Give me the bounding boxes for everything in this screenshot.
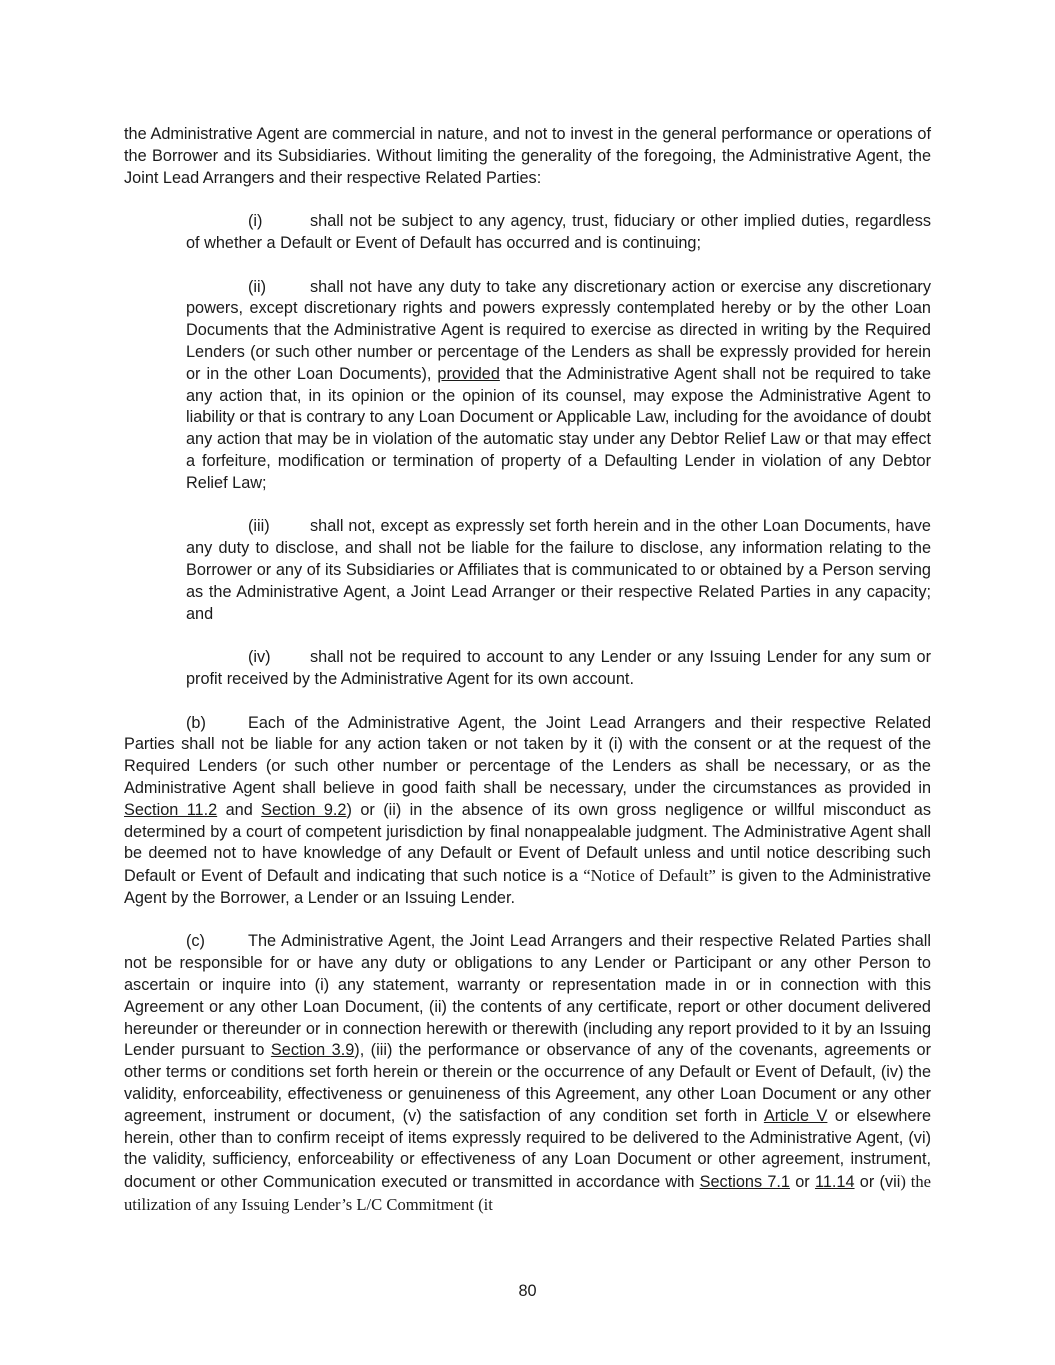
- paragraph-b-text-b: ) or (ii) in the absence of its own gross negligence or willful misconduct as determined by a court of competent jurisdiction by final nonappealable judgment. The Administrative Agent shall be deemed not to have knowledge of any Default or Event of Default unless and until notice describing such Default or Event of Default and indicating that such notice is a: [124, 800, 931, 886]
- clause-i: [186, 211, 931, 255]
- paragraph-c-text-a: The Administrative Agent, the Joint Lead Arrangers and their respective Related Parties shall not be responsible for or have any duty or obligations to any Lender or Participant or any other Person to ascertain or inquire into (i) any statement, warranty or representation made in or in connection with this Agreement or any other Loan Document, (ii) the contents of any certificate, report or other document delivered hereunder or thereunder or in connection herewith or therewith (including any report provided to it by an Issuing Lender pursuant to: [124, 932, 931, 1060]
- page-number: 80: [518, 1282, 537, 1300]
- paragraph-b-text-c: is given to the Administrative Agent by the Borrower, a Lender or an Issuing Lender.: [124, 867, 932, 907]
- paragraph-c-text-e: ) the utilization of any Issuing Lender’s L/C Commitment (it: [124, 1172, 932, 1215]
- paragraph-c-number: (c): [186, 932, 205, 951]
- clause-ii: [186, 277, 931, 495]
- clause-iii-text: shall not, except as expressly set forth herein and in the other Loan Documents, have any duty to disclose, and shall not be liable for the failure to disclose, any information relating to the Borrower or any of its Subsidiaries or Affiliates that is communicated to or obtained by a Person serving as the Administrative Agent, a Joint Lead Arranger or their respective Related Parties in any capacity; and: [186, 517, 931, 623]
- paragraph-b-text-a: Each of the Administrative Agent, the Joint Lead Arrangers and their respective Related Parties shall not be liable for any action taken or not taken by it (i) with the consent or at the request of the Required Lenders (or such other number or percentage of the Lenders as shall be necessary, or as the Administrative Agent shall believe in good faith shall be necessary, under the circumstances as provided in: [124, 713, 931, 797]
- notice-of-default-quote: “Notice of Default”: [583, 866, 716, 886]
- paragraph-b-number: (b): [186, 713, 206, 732]
- section-11-2-link[interactable]: Section 11.2: [124, 800, 218, 819]
- document-page: [124, 124, 931, 1217]
- paragraph-c-or: or: [789, 1173, 815, 1192]
- clause-i-number: (i): [248, 212, 263, 231]
- paragraph-c-text-c: or elsewhere herein, other than to confirm receipt of items expressly required to be delivered to the Administrative Agent, (vi) the validity, sufficiency, enforceability or effectiveness of any Loan Document or other agreement, instrument, document or other Communication executed or transmitted in accordance with: [124, 1106, 931, 1192]
- intro-paragraph: the Administrative Agent are commercial in nature, and not to invest in the general performance or operations of the Borrower and its Subsidiaries. Without limiting the generality of the foregoing, the Administrative Agent, the Joint Lead Arrangers and their respective Related Parties:: [124, 125, 931, 187]
- section-3-9-link[interactable]: Section 3.9: [270, 1041, 355, 1060]
- paragraph-b: [124, 713, 931, 910]
- clause-iv-number: (iv): [248, 648, 271, 667]
- clause-iv-text: shall not be required to account to any Lender or any Issuing Lender for any sum or profit received by the Administrative Agent for its own account.: [186, 648, 931, 688]
- paragraph-c: [124, 931, 931, 1216]
- clause-iii-number: (iii): [248, 517, 270, 536]
- clause-ii-number: (ii): [248, 277, 267, 296]
- article-v-link[interactable]: Article V: [763, 1106, 828, 1125]
- clause-ii-text-a: shall not have any duty to take any discretionary action or exercise any discretionary powers, except discretionary rights and powers expressly contemplated hereby or by the other Loan Documents that the Administrative Agent is required to exercise as directed in writing by the Required Lenders (or such other number or percentage of the Lenders as shall be expressly provided for herein or in the other Loan Documents),: [186, 277, 931, 383]
- clause-i-text: shall not be subject to any agency, trust, fiduciary or other implied duties, regardless of whether a Default or Event of Default has occurred and is continuing;: [186, 212, 931, 252]
- clause-iii: [186, 516, 931, 625]
- sections-7-1-link[interactable]: Sections 7.1: [699, 1173, 790, 1192]
- section-9-2-link[interactable]: Section 9.2: [261, 800, 347, 819]
- clause-iv: [186, 647, 931, 691]
- section-11-14-link[interactable]: 11.14: [814, 1173, 855, 1192]
- paragraph-c-text-b: ), (iii) the performance or observance of any of the covenants, agreements or other terms or conditions set forth herein or therein or the occurrence of any Default or Event of Default, (iv) the validity, enforceability, effectiveness or genuineness of this Agreement, any other Loan Document or any other agreement, instrument or document, (v) the satisfaction of any condition set forth in: [124, 1041, 931, 1125]
- paragraph-c-text-d: or (vii: [854, 1173, 901, 1192]
- clause-ii-text-b: that the Administrative Agent shall not be required to take any action that, in its opinion or the opinion of its counsel, may expose the Administrative Agent to liability or that is contrary to any Loan Document or Applicable Law, including for the avoidance of doubt any action that may be in violation of the automatic stay under any Debtor Relief Law or that may effect a forfeiture, modification or termination of property of a Defaulting Lender in violation of any Debtor Relief Law;: [186, 364, 931, 492]
- paragraph-b-and: and: [217, 800, 262, 819]
- provided-term: provided: [437, 364, 500, 383]
